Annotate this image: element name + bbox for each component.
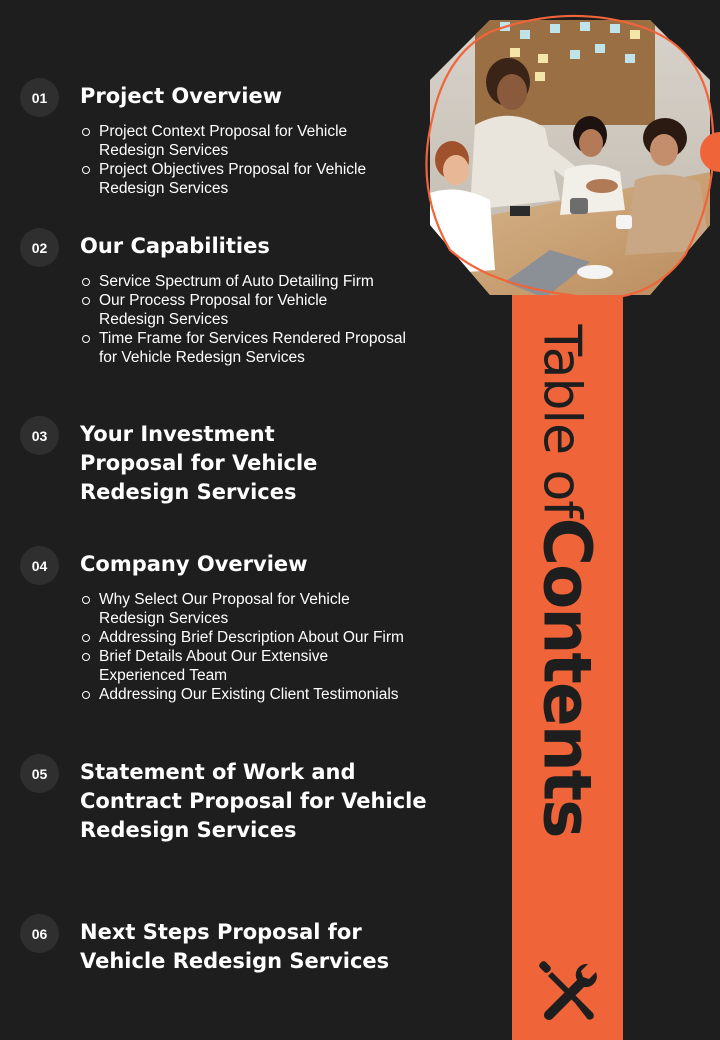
section-title: Statement of Work and Contract Proposal for Vehicle Redesign Services — [80, 760, 427, 842]
section-number-badge: 02 — [20, 228, 59, 267]
toc-heading-bold: Contents — [529, 517, 606, 837]
list-item: Brief Details About Our Extensive Experienced Team — [80, 647, 440, 685]
section-title: Our Capabilities — [80, 234, 270, 258]
list-item: Addressing Our Existing Client Testimonials — [80, 685, 440, 704]
toc-heading — [512, 290, 623, 870]
list-item: Our Process Proposal for Vehicle Redesign Services — [80, 291, 440, 329]
list-item: Time Frame for Services Rendered Proposal for Vehicle Redesign Services — [80, 329, 440, 367]
section-number-badge: 03 — [20, 416, 59, 455]
list-item: Project Context Proposal for Vehicle Redesign Services — [80, 122, 440, 160]
accent-band — [512, 290, 623, 1040]
list-item: Project Objectives Proposal for Vehicle Redesign Services — [80, 160, 440, 198]
section-number-badge: 01 — [20, 78, 59, 117]
team-meeting-photo — [420, 10, 720, 310]
toc-heading-light: Table of — [532, 323, 592, 518]
section-number-badge: 06 — [20, 914, 59, 953]
section-item-list — [80, 122, 440, 198]
section-title: Project Overview — [80, 84, 283, 108]
section-title: Company Overview — [80, 552, 308, 576]
section-number-badge: 04 — [20, 546, 59, 585]
list-item: Why Select Our Proposal for Vehicle Redesign Services — [80, 590, 440, 628]
list-item: Addressing Brief Description About Our Firm — [80, 628, 440, 647]
section-title: Next Steps Proposal for Vehicle Redesign Services — [80, 920, 390, 973]
section-title: Your Investment Proposal for Vehicle Redesign Services — [80, 422, 318, 504]
section-number-badge: 05 — [20, 754, 59, 793]
wrench-screwdriver-icon — [535, 960, 599, 1024]
list-item: Service Spectrum of Auto Detailing Firm — [80, 272, 440, 291]
section-item-list — [80, 590, 440, 704]
section-item-list — [80, 272, 440, 367]
